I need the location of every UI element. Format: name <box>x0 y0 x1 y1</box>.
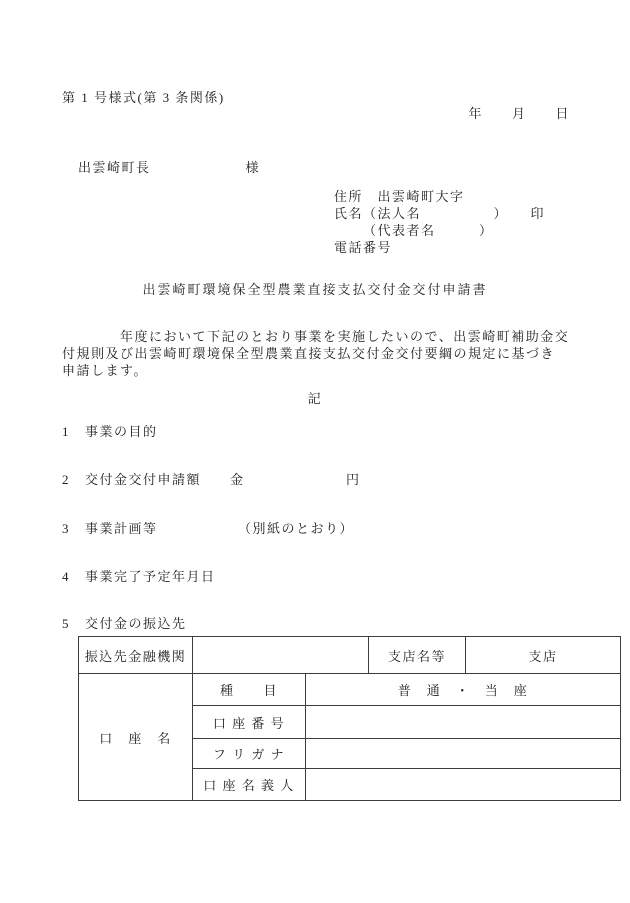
body-paragraph <box>62 328 569 380</box>
bank-value-cell <box>193 637 369 674</box>
list-item-amount <box>62 472 361 488</box>
account-name-header-cell: 口 座 名 <box>79 674 193 801</box>
branch-label-cell: 支店名等 <box>369 637 466 674</box>
sender-block <box>334 188 545 256</box>
paragraph-line-1: 年度において下記のとおり事業を実施したいので、出雲崎町補助金交 <box>62 329 570 344</box>
item-label: 事業の目的 <box>85 424 158 439</box>
addressee-line <box>78 160 260 176</box>
item-label: 交付金交付申請額 金 円 <box>85 472 361 487</box>
branch-value-cell: 支店 <box>466 637 621 674</box>
sender-address-line: 住所 出雲崎町大字 <box>334 189 465 204</box>
account-number-value-cell <box>306 706 621 739</box>
sender-phone-line: 電話番号 <box>334 240 393 255</box>
addressee-name: 出雲崎町長 <box>78 160 151 175</box>
document-title: 出雲崎町環境保全型農業直接支払交付金交付申請書 <box>142 282 488 297</box>
list-item-completion-date <box>62 569 216 585</box>
account-type-value-cell: 普 通 ・ 当 座 <box>306 674 621 706</box>
item-label: 交付金の振込先 <box>85 616 187 631</box>
account-holder-value-cell <box>306 769 621 801</box>
bank-transfer-table <box>78 636 621 801</box>
list-item-transfer-destination <box>62 616 187 632</box>
item-label: 事業計画等 （別紙のとおり） <box>85 521 355 536</box>
sender-name-line: 氏名（法人名 ） 印 <box>334 206 546 221</box>
bank-label-cell: 振込先金融機関 <box>79 637 193 674</box>
item-number: 3 <box>62 521 70 536</box>
furigana-value-cell <box>306 739 621 769</box>
addressee-honorific: 様 <box>245 160 261 175</box>
account-holder-label-cell: 口 座 名 義 人 <box>193 769 306 801</box>
paragraph-line-3: 申請します。 <box>62 363 148 379</box>
item-number: 2 <box>62 472 70 487</box>
furigana-label-cell: フ リ ガ ナ <box>193 739 306 769</box>
list-item-purpose <box>62 424 158 440</box>
record-heading: 記 <box>307 391 323 406</box>
item-label: 事業完了予定年月日 <box>85 569 216 584</box>
form-number: 第 1 号様式(第 3 条関係) <box>62 90 225 105</box>
list-item-plan <box>62 521 354 537</box>
account-number-label-cell: 口 座 番 号 <box>193 706 306 739</box>
date-line: 年 月 日 <box>468 106 570 121</box>
paragraph-line-2: 付規則及び出雲崎町環境保全型農業直接支払交付金交付要綱の規定に基づき <box>62 346 556 362</box>
account-type-label-cell: 種 目 <box>193 674 306 706</box>
item-number: 5 <box>62 616 70 631</box>
sender-representative-line: （代表者名 ） <box>363 223 494 238</box>
item-number: 4 <box>62 569 70 584</box>
item-number: 1 <box>62 424 70 439</box>
